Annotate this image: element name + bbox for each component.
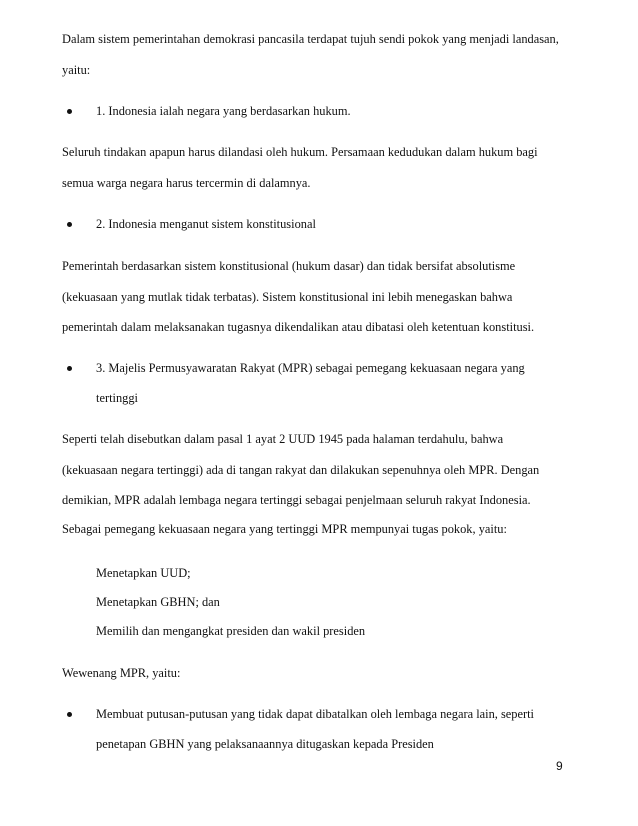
authority-heading: Wewenang MPR, yaitu: — [62, 666, 181, 680]
bullet-icon — [67, 222, 72, 227]
point-1-para-line-1: Seluruh tindakan apapun harus dilandasi oleh hukum. Persamaan kedudukan dalam hukum bagi — [62, 145, 538, 159]
point-3-para-line-1: Seperti telah disebutkan dalam pasal 1 ayat 2 UUD 1945 pada halaman terdahulu, bahwa — [62, 432, 504, 446]
point-2-label: 2. Indonesia menganut sistem konstitusional — [96, 217, 316, 231]
task-item: Menetapkan GBHN; dan — [96, 595, 220, 609]
point-2-para-line-1: Pemerintah berdasarkan sistem konstitusional (hukum dasar) dan tidak bersifat absolutisme — [62, 259, 516, 273]
bullet-icon — [67, 366, 72, 371]
task-item: Menetapkan UUD; — [96, 566, 191, 580]
task-item: Memilih dan mengangkat presiden dan wakil presiden — [96, 624, 366, 638]
point-3-label-line-1: 3. Majelis Permusyawaratan Rakyat (MPR) sebagai pemegang kekuasaan negara yang — [96, 361, 525, 375]
intro-line-1: Dalam sistem pemerintahan demokrasi pancasila terdapat tujuh sendi pokok yang menjadi landasan, — [62, 32, 559, 46]
bullet-icon — [67, 109, 72, 114]
page-number: 9 — [556, 759, 563, 773]
point-3-para-line-4: Sebagai pemegang kekuasaan negara yang tertinggi MPR mempunyai tugas pokok, yaitu: — [62, 522, 507, 536]
point-3-label-line-2: tertinggi — [96, 391, 138, 405]
authority-item-1-line-2: penetapan GBHN yang pelaksanaannya ditugaskan kepada Presiden — [96, 737, 434, 751]
point-1-para-line-2: semua warga negara harus tercermin di dalamnya. — [62, 176, 311, 190]
intro-line-2: yaitu: — [62, 63, 91, 77]
point-3-para-line-2: (kekuasaan negara tertinggi) ada di tangan rakyat dan dilakukan sepenuhnya oleh MPR. Dengan — [62, 463, 540, 477]
point-3-para-line-3: demikian, MPR adalah lembaga negara tertinggi sebagai penjelmaan seluruh rakyat Indonesia. — [62, 493, 531, 507]
point-2-para-line-2: (kekuasaan yang mutlak tidak terbatas). Sistem konstitusional ini lebih menegaskan bahwa — [62, 290, 513, 304]
point-1-label: 1. Indonesia ialah negara yang berdasarkan hukum. — [96, 104, 351, 118]
point-2-para-line-3: pemerintah dalam melaksanakan tugasnya dikendalikan atau dibatasi oleh ketentuan konstitusi. — [62, 320, 535, 334]
bullet-icon — [67, 712, 72, 717]
authority-item-1-line-1: Membuat putusan-putusan yang tidak dapat dibatalkan oleh lembaga negara lain, seperti — [96, 707, 535, 721]
